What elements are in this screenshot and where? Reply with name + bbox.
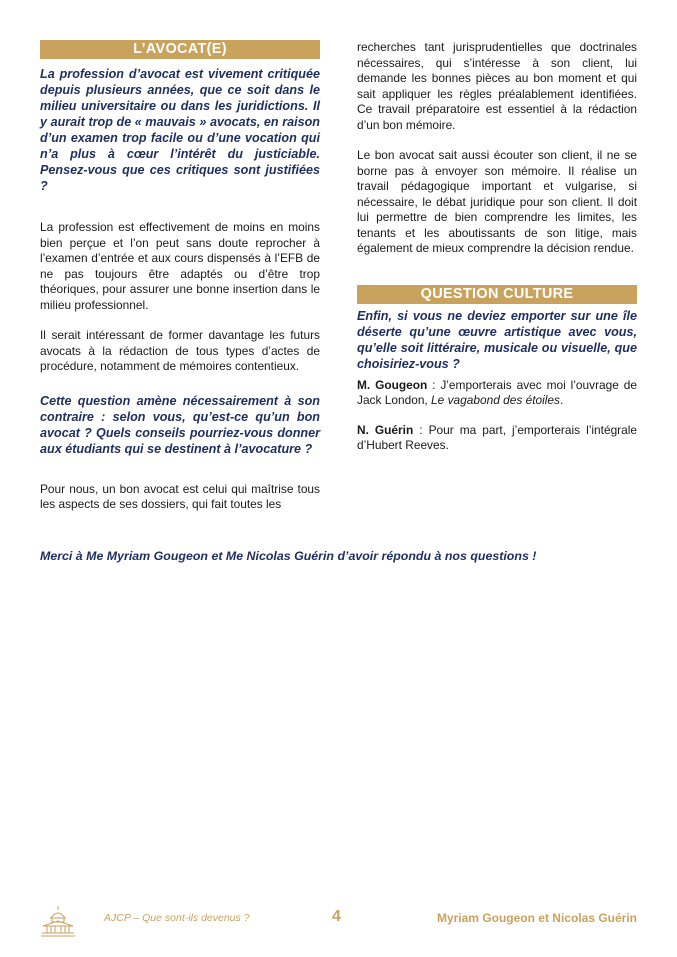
respondent-name: N. Guérin	[357, 422, 414, 437]
answer-2-paragraph-1-continued: recherches tant jurisprudentielles que doctrinales nécessaires, qui s’intéresse à son client, lui demande les bonnes pièces au bon moment et qui sait appliquer les règles préalablement identifiées. Ce travail préparatoire est essentiel à la rédaction d’un bon mémoire.	[357, 40, 637, 132]
answer-text: : Pour ma part, j’emporterais l’intégrale d’Hubert Reeves.	[357, 422, 638, 452]
footer-publication: AJCP – Que sont-ils devenus ?	[104, 912, 250, 924]
question-2: Cette question amène nécessairement à son contraire : selon vous, qu’est-ce qu’un bon avocat ? Quels conseils pourriez-vous donner aux étudiants qui se destinent à l’avocature ?	[40, 393, 320, 456]
answer-3-gougeon	[357, 378, 637, 409]
answer-3-guerin	[357, 423, 637, 454]
left-column	[40, 40, 320, 513]
section-banner-avocat: L’AVOCAT(E)	[40, 40, 320, 59]
pantheon-icon	[40, 905, 76, 937]
page-number: 4	[332, 908, 341, 925]
respondent-name: M. Gougeon	[357, 377, 428, 392]
footer-authors: Myriam Gougeon et Nicolas Guérin	[436, 911, 637, 925]
question-1: La profession d’avocat est vivement critiquée depuis plusieurs années, que ce soit dans le milieu universitaire ou dans les juridictions. Il y aurait trop de « mauvais » avocats, en raison d’un examen trop facile ou d’une vocation qui n’a plus à cœur l’intérêt du justiciable. Pensez-vous que ces critiques sont justifiées ?	[40, 67, 320, 193]
closing-thanks: Merci à Me Myriam Gougeon et Me Nicolas Guérin d’avoir répondu à nos questions !	[40, 549, 537, 563]
book-title: Le vagabond des étoiles	[431, 393, 560, 407]
answer-1-paragraph-1: La profession est effectivement de moins en moins bien perçue et l’on peut sans doute reprocher à l’examen d’entrée et aux cours dispensés à l’EFB de ne pas toujours être adaptés ou d’être trop théoriques, pour assurer une bonne insertion dans le milieu professionnel.	[40, 220, 320, 312]
answer-2-paragraph-1: Pour nous, un bon avocat est celui qui maîtrise tous les aspects de ses dossiers, qui fait toutes les	[40, 481, 320, 511]
question-3: Enfin, si vous ne deviez emporter sur une île déserte qu’une œuvre artistique avec vous, qu’elle soit littéraire, musicale ou visuelle, que choisiriez-vous ?	[357, 308, 637, 371]
section-banner-culture: QUESTION CULTURE	[357, 285, 637, 304]
answer-2-paragraph-2: Le bon avocat sait aussi écouter son client, il ne se borne pas à envoyer son mémoire. Il réalise un travail pédagogique important et vulgarise, si nécessaire, le débat juridique pour son client. Il doit lui permettre de bien comprendre les limites, les tenants et les aboutissants de son litige, mais également de mieux comprendre la décision rendue.	[357, 148, 637, 255]
right-column	[357, 40, 637, 454]
answer-1-paragraph-2: Il serait intéressant de former davantage les futurs avocats à la rédaction de tous types d’actes de procédure, notamment de mémoires contentieux.	[40, 328, 320, 373]
page-footer	[0, 905, 677, 939]
answer-text: : J’emporterais avec moi l’ouvrage de Jack London,	[357, 377, 637, 407]
answer-end: .	[559, 393, 564, 407]
